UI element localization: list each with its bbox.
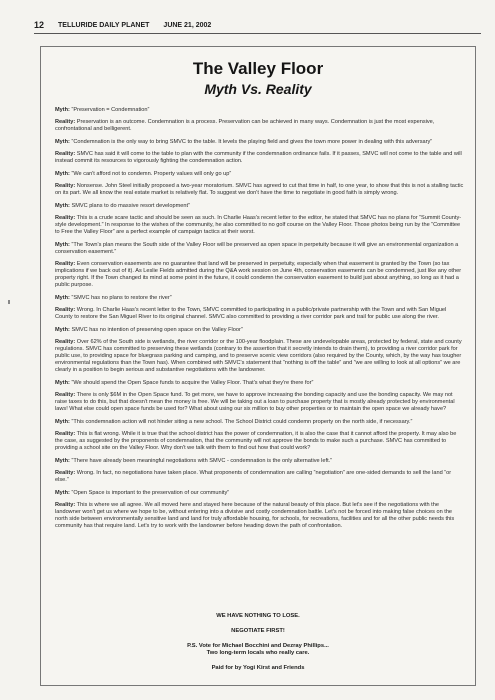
paragraph-text: “Preservation = Condemnation” [71,107,150,113]
myth-paragraph [55,171,465,178]
myth-paragraph [55,107,465,114]
ad-footer [41,613,475,680]
reality-paragraph [55,502,465,530]
paragraph-label: Myth: [55,107,70,113]
paragraph-label: Reality: [55,339,76,345]
paper-name: TELLURIDE DAILY PLANET [58,21,150,29]
myth-paragraph [55,203,465,210]
reality-paragraph [55,307,465,321]
paragraph-text: Preservation is an outcome. Condemnation is a process. Preservation can be achieved in many ways. Condemnation is just the most expensive, confrontational and belligerent. [55,119,435,132]
myth-paragraph [55,490,465,497]
reality-paragraph [55,119,465,133]
paragraph-label: Reality: [55,183,76,189]
paragraph-text: This is a crude scare tactic and should be seen as such. In Charlie Haas's recent letter to the editor, he stated that SMVC has no plans for “Summit County-style development.” In response to the wishes of the community, he also committed to no golf course on the Valley Floor. Those photos being run by the “Committee to Free the Valley Floor” are a perfect example of campaign tactics at their worst. [55,215,462,235]
paragraph-label: Reality: [55,431,76,437]
myth-paragraph [55,458,465,465]
paragraph-text: “Open Space is important to the preservation of our community” [71,490,230,496]
reality-paragraph [55,215,465,236]
paragraph-text: There is only $6M in the Open Space fund. To get more, we have to approve increasing the bonding capacity and use the bonding capacity. We may not raise taxes to do this, but that doesn't mean the money is free. We will be taking out a loan to purchase property that is mostly already protected by environmental laws! What else could open space funds be used for? What about using our six million to buy other properties or to maintain the open space we already have? [55,392,455,412]
paragraph-label: Reality: [55,470,76,476]
ad-subtitle: Myth Vs. Reality [204,81,312,97]
paragraph-label: Reality: [55,151,76,157]
paragraph-text: “We can't afford not to condemn. Property values will only go up” [71,171,232,177]
paragraph-label: Myth: [55,419,70,425]
paragraph-text: “There have already been meaningful negotiations with SMVC - condemnation is the only alternative left.” [71,458,333,464]
paragraph-text: “We should spend the Open Space funds to acquire the Valley Floor. That's what they're there for” [71,380,314,386]
paragraph-text: Wrong. In Charlie Haas's recent letter to the Town, SMVC committed to participating in a public/private partnership with the Town and with San Miguel County to restore the San Miguel River to its original channel. SMVC also committed to providing a river corridor park and trail for public use along the river. [55,307,447,320]
myth-paragraph [55,419,465,426]
paragraph-text: “Condemnation is the only way to bring SMVC to the table. It levels the playing field and gives the town more power in dealing with this adversary” [71,139,433,145]
footer-paid-for: Paid for by Yogi Kirst and Friends [211,665,305,671]
myth-paragraph [55,242,465,256]
reality-paragraph [55,151,465,165]
header-rule [34,33,481,34]
advertisement-box [40,46,476,686]
paragraph-label: Myth: [55,327,70,333]
paragraph-text: Nonsense. John Steel initially proposed a two-year moratorium. SMVC has agreed to cut that time in half, to one year, to show that this is not a stalling tactic on its part. We all know the real estate market is relatively flat. To suggest we don't have the time to negotiate in good faith is simply wrong. [55,183,464,196]
paragraph-text: “The Town's plan means the South side of the Valley Floor will be preserved as open space in perpetuity because it will give an environmental organization a conservation easement.” [55,242,459,255]
paragraph-text: SMVC plans to do massive resort development” [71,203,190,209]
paragraph-label: Myth: [55,203,70,209]
scan-mark [8,300,10,304]
paragraph-label: Reality: [55,307,76,313]
paragraph-label: Reality: [55,261,76,267]
paragraph-label: Reality: [55,119,76,125]
reality-paragraph [55,183,465,197]
footer-postscript: P.S. Vote for Michael Bocchini and Dezray Phillips... [187,643,329,649]
reality-paragraph [55,431,465,452]
paragraph-label: Myth: [55,139,70,145]
myth-paragraph [55,139,465,146]
paragraph-label: Myth: [55,490,70,496]
paragraph-text: SMVC has said it will come to the table to plan with the community if the condemnation ordinance fails. If it passes, SMVC will not come to the table and will instead commit its resources to vigorously fighting the condemnation action. [55,151,462,164]
myth-paragraph [55,327,465,334]
paragraph-text: SMVC has no intention of preserving open space on the Valley Floor” [71,327,243,333]
footer-postscript-line2: Two long-term locals who really care. [206,650,310,656]
paragraph-label: Myth: [55,380,70,386]
reality-paragraph [55,392,465,413]
paragraph-text: Over 62% of the South side is wetlands, the river corridor or the 100-year floodplain. These are undevelopable areas, protected by federal, state and county regulations. SMVC has committed to preserving these wetlands (contrary to the assertion that it secretly intends to drain them), to providing a river corridor park for public use, to providing space for bluegrass parking and camping, and to preserve scenic view corridors (also required by the County, which, by the way has tougher environmental regulations than the Town has). When combined with SMVC's statement that “nothing is off the table” and “we are willing to look at all options” we are clearly in a position to begin serious and substantive negotiations with the landowner. [55,339,462,373]
paragraph-label: Reality: [55,215,76,221]
paragraph-text: Even conservation easements are no guarantee that land will be preserved in perpetuity, especially when that easement is granted by the Town (so tax implications if we back out of it). As Leslie Fields admitted during the Q&A work session on June 4th, conservation easements can be condemned, just like any other property right. If the Town changed its mind at some point in the future, it could condemn the conservation easement to build just about anything, so long as it had a public purpose. [55,261,462,288]
page-number: 12 [34,20,45,30]
paragraph-label: Myth: [55,171,70,177]
paragraph-text: “This condemnation action will not hinder siting a new school. The School District could condemn property on the north side, if necessary.” [71,419,413,425]
paragraph-label: Myth: [55,458,70,464]
reality-paragraph [55,261,465,289]
paragraph-label: Myth: [55,242,70,248]
paragraph-text: “SMVC has no plans to restore the river” [71,295,172,301]
paragraph-text: This is where we all agree. We all moved here and stayed here because of the natural beauty of this place. But let's see if the negotiations with the landowner won't get us where we hope to be, without entering into a divisive and costly condemnation battle. Let's not be forced into making false choices on the north side between environmentally sensitive land and land for truly affordable housing, for schools, for recreations, facilities and for all the other public needs this community has that require land. Let's try to work with the landowner before heading down the path of confrontation. [55,502,455,529]
ad-title: The Valley Floor [192,59,324,78]
paragraph-label: Reality: [55,502,76,508]
reality-paragraph [55,339,465,374]
footer-slogan: WE HAVE NOTHING TO LOSE. [216,613,300,619]
issue-date: JUNE 21, 2002 [163,21,212,29]
footer-call-to-action: NEGOTIATE FIRST! [231,628,285,634]
myth-paragraph [55,380,465,387]
paragraph-label: Myth: [55,295,70,301]
paragraph-text: This is flat wrong. While it is true that the school district has the power of condemnation, it is also the case that it cannot afford the property. It may also be the case, as suggested by the proponents of condemnation, that the community will not approve the bonds to make such a purchase. SMVC has committed to providing a school site on the Valley Floor. Why don't we talk with them to find out how that could work? [55,431,457,451]
myth-paragraph [55,295,465,302]
ad-body [55,107,465,536]
page-header [34,18,475,32]
reality-paragraph [55,470,465,484]
paragraph-text: Wrong. In fact, no negotiations have taken place. What proponents of condemnation are calling “negotiation” are one-sided demands to sell the land “or else.” [55,470,452,483]
paragraph-label: Reality: [55,392,76,398]
